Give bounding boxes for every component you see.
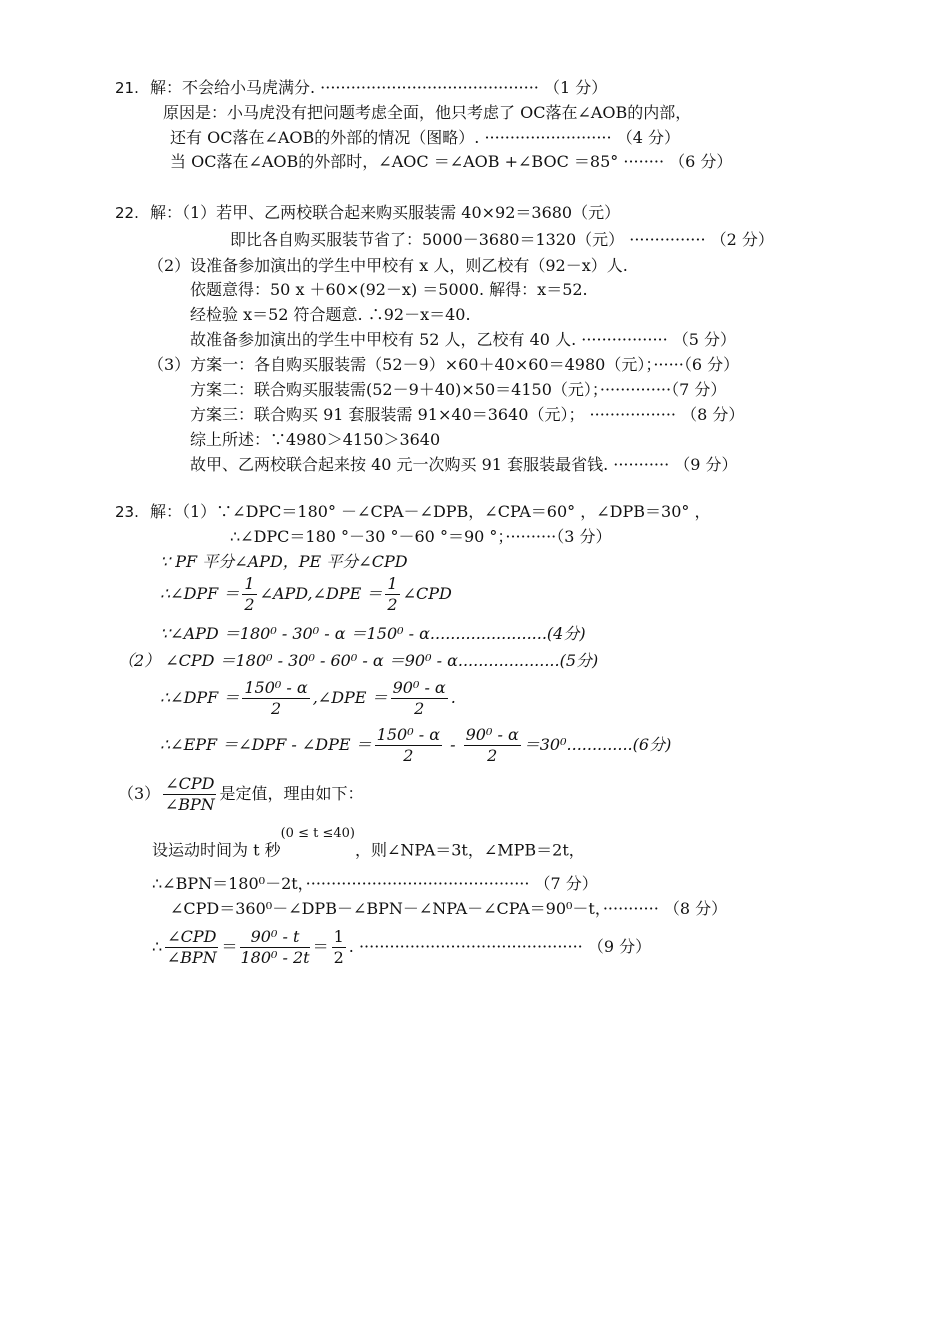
q22-line-8: 方案二：联合购买服装需(52－9＋40)×50＝4150（元）；··············（7 分） xyxy=(190,380,727,399)
q23-l4-post: ∠CPD xyxy=(402,584,452,603)
q21-number: 21. xyxy=(115,79,139,97)
fraction-90 xyxy=(464,725,521,766)
fraction-dpe xyxy=(391,678,448,719)
q23-line-5: ∵∠APD ＝180⁰ - 30⁰ - α ＝150⁰ - α.......................(4分) xyxy=(160,624,586,643)
frac-numerator: ∠CPD xyxy=(165,774,215,793)
fraction-half-result xyxy=(332,927,346,968)
q23-line-3: ∵ PF 平分∠APD，PE 平分∠CPD xyxy=(160,552,408,571)
q22-line-1: 解：（1）若甲、乙两校联合起来购买服装需 40×92＝3680（元） xyxy=(150,203,621,222)
frac-numerator: 150⁰ - α xyxy=(244,678,308,697)
q21-line-4: 当 OC落在∠AOB的外部时，∠AOC ＝∠AOB +∠BOC ＝85° ········ （6 分） xyxy=(170,152,733,171)
frac-denominator: 2 xyxy=(244,595,255,614)
frac-denominator: 2 xyxy=(333,948,344,967)
frac-denominator: 2 xyxy=(487,746,498,765)
fraction-cpd-bpn xyxy=(163,774,216,815)
q23-l10-pre: 设运动时间为 t 秒 xyxy=(152,840,281,860)
q23-l13-post: . ············································ （9 分） xyxy=(348,937,652,956)
q22-line-10: 综上所述：∵4980＞4150＞3640 xyxy=(190,430,441,449)
q23-l9-pre: （3） xyxy=(118,784,161,803)
frac-numerator: 90⁰ - α xyxy=(392,678,446,697)
frac-numerator: 90⁰ - α xyxy=(465,725,519,744)
q23-l10-post: ，则∠NPA＝3t，∠MPB＝2t， xyxy=(354,840,585,860)
frac-denominator: 2 xyxy=(414,699,425,718)
q23-line-9 xyxy=(118,774,363,815)
q23-line-4 xyxy=(160,574,452,615)
q23-l8-post: ＝30⁰.............(6分) xyxy=(523,735,672,754)
q22-line-7: （3）方案一：各自购买服装需（52－9）×60＋40×60＝4980（元）；······（6 分） xyxy=(148,355,740,374)
q21-line-2: 原因是：小马虎没有把问题考虑全面，他只考虑了 OC落在∠AOB的内部， xyxy=(163,103,692,122)
fraction-half-2 xyxy=(385,574,399,615)
q22-line-9: 方案三：联合购买 91 套服装需 91×40＝3640（元）； ················· （8 分） xyxy=(190,405,745,424)
frac-denominator: 180⁰ - 2t xyxy=(240,948,310,967)
q21-line-3: 还有 OC落在∠AOB的外部的情况（图略）. ························· （4 分） xyxy=(170,128,680,147)
q22-line-6: 故准备参加演出的学生中甲校有 52 人，乙校有 40 人. ················· （5 分） xyxy=(190,330,737,349)
q23-l8-pre: ∴∠EPF ＝∠DPF - ∠DPE ＝ xyxy=(160,735,372,754)
q23-l7-mid: ,∠DPE ＝ xyxy=(312,688,388,707)
q23-line-1: 解：（1）∵∠DPC＝180° －∠CPA－∠DPB，∠CPA＝60° ，∠DPB＝30° ， xyxy=(150,502,711,521)
frac-numerator: ∠CPD xyxy=(167,927,217,946)
q23-line-2: ∴∠DPC＝180 °－30 °－60 °＝90 °；··········（3 分） xyxy=(230,527,612,546)
q23-l7-pre: ∴∠DPF ＝ xyxy=(160,688,240,707)
equals-1: ＝ xyxy=(221,937,238,956)
fraction-half-1 xyxy=(242,574,256,615)
frac-numerator: 1 xyxy=(244,574,255,593)
frac-numerator: 1 xyxy=(333,927,344,946)
q23-l7-post: . xyxy=(450,688,456,707)
q23-number: 23. xyxy=(115,503,139,521)
q22-line-11: 故甲、乙两校联合起来按 40 元一次购买 91 套服装最省钱. ··········· （9 分） xyxy=(190,455,738,474)
q23-l8-mid: - xyxy=(445,735,461,754)
equals-2: ＝ xyxy=(312,937,329,956)
q23-l4-mid: ∠APD,∠DPE ＝ xyxy=(259,584,383,603)
q23-l4-pre: ∴∠DPF ＝ xyxy=(160,584,240,603)
q23-line-6: （2） ∠CPD ＝180⁰ - 30⁰ - 60⁰ - α ＝90⁰ - α....................(5分) xyxy=(118,651,599,670)
q23-line-7 xyxy=(160,678,456,719)
q22-number: 22. xyxy=(115,204,139,222)
q23-l13-pre: ∴ xyxy=(152,937,163,956)
frac-numerator: 90⁰ - t xyxy=(240,927,309,948)
q23-line-8 xyxy=(160,725,671,766)
time-range: (0 ≤ t ≤40) xyxy=(280,826,355,841)
frac-denominator: 2 xyxy=(387,595,398,614)
frac-denominator: ∠BPN xyxy=(166,948,217,967)
q22-line-5: 经检验 x＝52 符合题意. ∴92－x＝40. xyxy=(190,305,471,324)
q23-line-11: ∴∠BPN＝180⁰－2t，············································ （7 分） xyxy=(152,874,598,893)
q23-line-12: ∠CPD＝360⁰－∠DPB－∠BPN－∠NPA－∠CPA＝90⁰－t，··········· （8 分） xyxy=(170,899,728,918)
frac-denominator: 2 xyxy=(403,746,414,765)
q22-line-4: 依题意得：50 x ＋60×(92－x) ＝5000. 解得：x＝52. xyxy=(190,280,588,299)
fraction-ratio xyxy=(165,927,218,968)
fraction-150 xyxy=(375,725,442,766)
fraction-dpf xyxy=(242,678,309,719)
q23-line-13 xyxy=(152,927,651,968)
fraction-expr xyxy=(240,927,309,968)
frac-numerator: 1 xyxy=(387,574,398,593)
q23-l9-post: 是定值，理由如下： xyxy=(219,784,364,803)
q21-line-1: 解：不会给小马虎满分. ··········································· （1 分） xyxy=(150,78,608,97)
frac-denominator: ∠BPN xyxy=(164,795,215,814)
q22-line-3: （2）设准备参加演出的学生中甲校有 x 人，则乙校有（92－x）人. xyxy=(148,256,628,275)
frac-denominator: 2 xyxy=(270,699,282,718)
q22-line-2: 即比各自购买服装节省了：5000－3680＝1320（元） ··············· （2 分） xyxy=(230,230,774,249)
frac-numerator: 150⁰ - α xyxy=(376,725,441,744)
